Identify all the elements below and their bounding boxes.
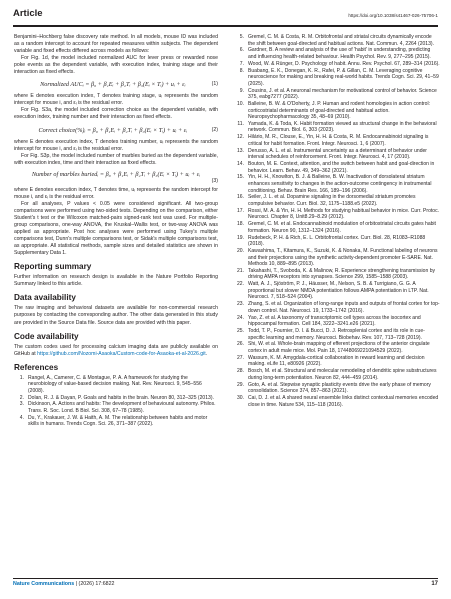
paragraph: The raw imaging and behavioral datasets are available for non-commercial research purposes by contacting the corresponding author. The other data generated in this study are provided in the Source Data file. Source data are provided with this paper.: [14, 305, 218, 326]
paragraph: where E denotes execution index, T denotes training stage, uᵢ represents the random intercept for mouse i, and εᵢ is the residual error.: [14, 93, 218, 107]
left-column: [14, 34, 218, 428]
reference-number: 9.: [239, 87, 244, 94]
reference-item: [234, 355, 440, 368]
footer-rule: [13, 578, 438, 579]
page-header: [13, 0, 438, 22]
reference-number: 16.: [236, 194, 244, 201]
paragraph-code: [14, 344, 218, 358]
reference-text: Watt, A. J., Sjöström, P. J., Häusser, M., Nelson, S. B. & Turrigiano, G. G. A proportional but slower NMDA potentiation follows AMPA potentiation in LTP. Nat. Neurosci. 7, 518–524 (2004).: [248, 281, 429, 301]
reference-number: 6.: [239, 47, 244, 54]
code-text: The custom codes used for processing calcium imaging data are publicly available on GitHub at: [14, 343, 218, 357]
reference-item: [234, 88, 440, 101]
reference-item: [234, 68, 440, 88]
reference-text: Wassum, K. M. Amygdala-cortical collaboration in reward learning and decision making. eLife 11, e80926 (2022).: [248, 354, 425, 368]
equation-body: Normalized AUCᵢ = β₀ + β₁Eᵢ + β₂Tᵢ + β₃(Eᵢ × Tᵢ) + uᵢ + εᵢ: [40, 81, 186, 89]
heading-reporting-summary: Reporting summary: [14, 262, 92, 272]
reference-number: 17.: [236, 207, 244, 214]
paragraph: For Fig. S3a, the model included correction choice as the dependent variable, with execution index, training number and their interaction as fixed effects.: [14, 107, 218, 121]
reference-number: 23.: [236, 301, 244, 308]
reference-text: Gremel, C. M. et al. Endocannabinoid modulation of orbitostriatal circuits gates habit formation. Neuron 90, 1312–1324 (2016).: [248, 221, 436, 234]
reference-text: Dolan, R. J. & Dayan, P. Goals and habits in the brain. Neuron 80, 312–325 (2013).: [28, 394, 214, 401]
reference-item: [234, 221, 440, 234]
footer-citation: [13, 581, 114, 587]
reference-number: 14.: [236, 161, 244, 168]
reference-text: Du, Y., Krakauer, J. W. & Haith, A. M. The relationship between habits and motor skills in humans. Trends Cogn. Sci. 26, 371–387 (2022).: [28, 414, 208, 428]
reference-item: [234, 121, 440, 134]
reference-list: [14, 375, 218, 428]
reference-text: Yin, H. H., Knowlton, B. J. & Balleine, B. W. Inactivation of dorsolateral striatum enhances sensitivity to changes in the action-outcome contingency in instrumental conditioning. Behav. Brain Res. 166, 189–196 (2006).: [248, 174, 432, 194]
reference-item: [234, 268, 440, 281]
journal-name[interactable]: Nature Communications: [13, 581, 75, 587]
reference-text: Dickinson, A. Actions and habits: The development of behavioural autonomy. Philos. Trans. R. Soc. Lond. B Biol. Sci. 308, 67–78 (1985).: [28, 401, 216, 414]
equation-number: (1): [211, 81, 218, 88]
reference-item: [14, 401, 218, 414]
reference-number: 22.: [236, 281, 244, 288]
reference-item: [14, 395, 218, 402]
reference-number: 8.: [239, 67, 244, 74]
reference-text: Zhang, S. et al. Organization of long-range inputs and outputs of frontal cortex for top-down control. Nat. Neurosci. 19, 1733–1742 (2016).: [248, 301, 440, 314]
reference-number: 28.: [236, 368, 244, 375]
paragraph: where E denotes execution index, T denotes training number, uᵢ represents the random intercept for mouse i, and εᵢ is the residual error.: [14, 138, 218, 152]
reference-number: 19.: [236, 234, 244, 241]
reference-text: Kawashima, T., Kitamura, K., Suzuki, K. & Nonaka, M. Functional labeling of neurons and their projections using the synthetic activity-dependent promoter E-SARE. Nat. Methods 10, 889–895 (2013).: [248, 247, 438, 268]
reference-number: 3.: [19, 401, 24, 408]
reference-item: [234, 235, 440, 248]
reference-number: 30.: [236, 394, 244, 401]
reference-text: Takahashi, T., Svoboda, K. & Malinow, R. Experience strengthening transmission by driving AMPA receptors into synapses. Science 299, 1585–1588 (2003).: [248, 267, 436, 281]
heading-data-availability: Data availability: [14, 293, 76, 303]
paragraph: For Fig. S3p, the model included number of marbles buried as the dependent variable, with execution index, time and their interaction as fixed effects.: [14, 152, 218, 166]
heading-code-availability: Code availability: [14, 331, 79, 341]
equation-2: [14, 127, 218, 134]
reference-number: 11.: [237, 120, 244, 127]
reference-number: 10.: [236, 100, 244, 107]
reference-item: [234, 148, 440, 161]
paragraph: Further information on research design is available in the Nature Portfolio Reporting Summary linked to this article.: [14, 274, 218, 288]
equation-body: Correct choice(%)ᵢ = β₀ + β₁Eᵢ + β₂Tᵢ + β₃(Eᵢ × Tᵢ) + uᵢ + εᵢ: [38, 126, 188, 134]
reference-item: [234, 134, 440, 147]
reference-text: Wood, W. & Rünger, D. Psychology of habit. Annu. Rev. Psychol. 67, 289–314 (2016).: [248, 60, 440, 67]
reference-item: [234, 368, 440, 381]
reference-item: [234, 61, 440, 68]
reference-number: 25.: [236, 328, 244, 334]
reference-text: Yao, Z. et al. A taxonomy of transcriptomic cell types across the isocortex and hippocampal formation. Cell 184, 3222–3241.e26 (2021).: [248, 314, 421, 328]
reference-number: 12.: [236, 134, 244, 141]
reference-item: [234, 101, 440, 121]
reference-item: [234, 315, 440, 328]
reference-text: Yamada, K. & Toda, K. Habit formation viewed as structural change in the behavioral network. Commun. Biol. 6, 303 (2023).: [248, 120, 437, 134]
equation-3: Number of marbles buriedᵢ = β₀ + β₁Eᵢ + β₂Tᵢ + β₃(Eᵢ × Tᵢ) + uᵢ + εᵢ: [31, 170, 201, 178]
reference-item: [234, 395, 440, 408]
section-label: Article: [13, 8, 43, 19]
paragraph: where E denotes execution index, T denotes time, uᵢ represents the random intercept for mouse i, and εᵢ is the residual error.: [14, 186, 218, 200]
reference-number: 2.: [19, 394, 24, 401]
code-text-end: .: [205, 350, 208, 357]
reference-item: [234, 174, 440, 194]
equation-number: (2): [211, 126, 218, 133]
reference-number: 5.: [239, 34, 244, 40]
reference-text: Shi, W. et al. Whole-brain mapping of efferent projections of the anterior cingulate cortex in adult male mice. Mol. Pain 18, 17448069221094529 (2022).: [248, 341, 430, 354]
reference-text: Bouton, M. E. Context, attention, and the switch between habit and goal-direction in behavior. Learn. Behav. 49, 349–362 (2021).: [248, 161, 435, 174]
reference-item: [234, 161, 440, 174]
reference-text: Rangel, A., Camerer, C. & Montague, P. A. A framework for studying the neurobiology of value-based decision making. Nat. Rev. Neurosci. 9, 545–556 (2008).: [28, 374, 202, 394]
reference-item: [234, 341, 440, 354]
reference-text: Seiler, J. L. et al. Dopamine signaling in the dorsomedial striatum promotes compulsive behavior. Curr. Biol. 32, 1175–1188.e5 (2022).: [248, 194, 416, 207]
reference-number: 18.: [236, 221, 244, 228]
reference-text: Todd, T. P., Fournier, D. I. & Bucci, D. J. Retrosplenial cortex and its role in cue-specific learning and memory. Neurosci. Biobehav. Rev. 107, 713–728 (2019).: [248, 328, 425, 341]
reference-text: Rossi, M. A. & Yin, H. H. Methods for studying habitual behavior in mice. Curr. Protoc. Neurosci. Chapter 8, Unit8.29–8.29 (2012).: [248, 207, 440, 221]
reference-number: 26.: [236, 341, 244, 348]
reference-item: [234, 194, 440, 207]
reference-item: [234, 34, 440, 47]
reference-item: [14, 375, 218, 395]
reference-text: Gremel, C. M. & Costa, R. M. Orbitofrontal and striatal circuits dynamically encode the shift between goal-directed and habitual actions. Nat. Commun. 4, 2264 (2013).: [248, 34, 435, 47]
reference-number: 4.: [19, 414, 24, 421]
github-link[interactable]: https://github.com/Nozomi-Asaoka/Custom-code-for-Asaoka-et-al-2026.git: [37, 350, 206, 357]
heading-references: References: [14, 362, 59, 372]
right-column: [234, 34, 440, 408]
reference-item: [14, 415, 218, 428]
reference-number: 1.: [19, 374, 24, 381]
page-number: 17: [431, 581, 438, 587]
reference-text: Balleine, B. W. & O'Doherty, J. P. Human and rodent homologies in action control: corticostriatal determinants of goal-directed and habitual action. Neuropsychopharmacology 35, 48–69 (2010).: [248, 100, 430, 121]
reference-text: Bosch, M. et al. Structural and molecular remodeling of dendritic spine substructures during long-term potentiation. Neuron 82, 444–459 (2014).: [248, 368, 437, 381]
page-footer: [13, 581, 438, 587]
paragraph: For Fig. 1d, the model included normalized AUC for lever press or rewarded nose poke events as the dependent variable, with execution index, training stage and their interaction as fixed effects.: [14, 55, 218, 76]
reference-item: [234, 382, 440, 395]
reference-number: 21.: [236, 267, 244, 274]
header-rule: [13, 25, 438, 27]
reference-text: Goto, A. et al. Stepwise synaptic plasticity events drive the early phase of memory consolidation. Science 374, 857–863 (2021).: [248, 381, 431, 395]
reference-list: [234, 34, 440, 408]
reference-item: [234, 248, 440, 268]
reference-text: Buabang, E. K., Donegan, K. R., Rafei, P. & Gillan, C. M. Leveraging cognitive neuroscience for making and breaking real-world habits. Trends Cogn. Sci. 29, 41–59 (2025).: [248, 67, 439, 87]
reference-number: 27.: [236, 354, 244, 361]
reference-number: 7.: [239, 60, 244, 67]
reference-text: Derusso, A. L. et al. Instrumental uncertainty as a determinant of behavior under interval schedules of reinforcement. Front. Integr. Neurosci. 4, 17 (2010).: [248, 147, 427, 161]
reference-text: Cai, D. J. et al. A shared neural ensemble links distinct contextual memories encoded close in time. Nature 534, 115–118 (2016).: [248, 394, 439, 408]
paragraph: For all analyses, P values < 0.05 were considered significant. All two-group comparisons were performed using two-sided tests. Depending on the comparison, either Student's t test or the Wilcoxon matched-pairs signed-rank test was used. For multiple-group comparisons, one-way ANOVA, the Kruskal–Wallis test, or two-way ANOVA was applied as appropriate. Post hoc analyses were performed using Tukey's multiple comparisons test, Dunn's multiple comparisons test, or Sidak's multiple comparisons test, as appropriate. All statistical methods, sample sizes and detailed statistics are shown in Supplementary Data 1.: [14, 200, 218, 257]
reference-item: [234, 301, 440, 314]
reference-number: 20.: [236, 247, 244, 254]
reference-number: 29.: [236, 381, 244, 388]
reference-text: Gardner, B. A review and analysis of the use of 'habit' in understanding, predicting and influencing health-related behaviour. Health Psychol. Rev. 9, 277–295 (2015).: [248, 47, 431, 60]
equation-1: [14, 81, 218, 88]
doi-link[interactable]: https://doi.org/10.1038/s41467-026-75706-1: [348, 13, 438, 18]
reference-number: 15.: [236, 174, 244, 181]
reference-text: Hilário, M. R., Clouse, E., Yin, H. H. & Costa, R. M. Endocannabinoid signaling is critical for habit formation. Front. Integr. Neurosci. 1, 6 (2007).: [248, 134, 429, 147]
paragraph: Benjamini–Hochberg false discovery rate method. In all models, mouse ID was included as a random intercept to account for repeated measures within subjects. The dependent variable and fixed effects differed across models as follows:: [14, 34, 218, 55]
reference-number: 13.: [236, 147, 244, 154]
reference-text: Cousins, J. et al. A neuronal mechanism for motivational control of behavior. Science 375, eabg7277 (2022).: [248, 87, 437, 101]
reference-item: [234, 208, 440, 221]
equation-number: (3): [211, 177, 218, 184]
citation: | (2026) 17:6822: [75, 581, 115, 587]
reference-item: [234, 47, 440, 60]
reference-number: 24.: [236, 314, 244, 321]
reference-item: [234, 328, 440, 341]
reference-text: Rudebeck, P. H. & Rich, E. L. Orbitofrontal cortex. Curr. Biol. 28, R1083–R1088 (2018).: [248, 234, 426, 248]
reference-item: [234, 281, 440, 301]
